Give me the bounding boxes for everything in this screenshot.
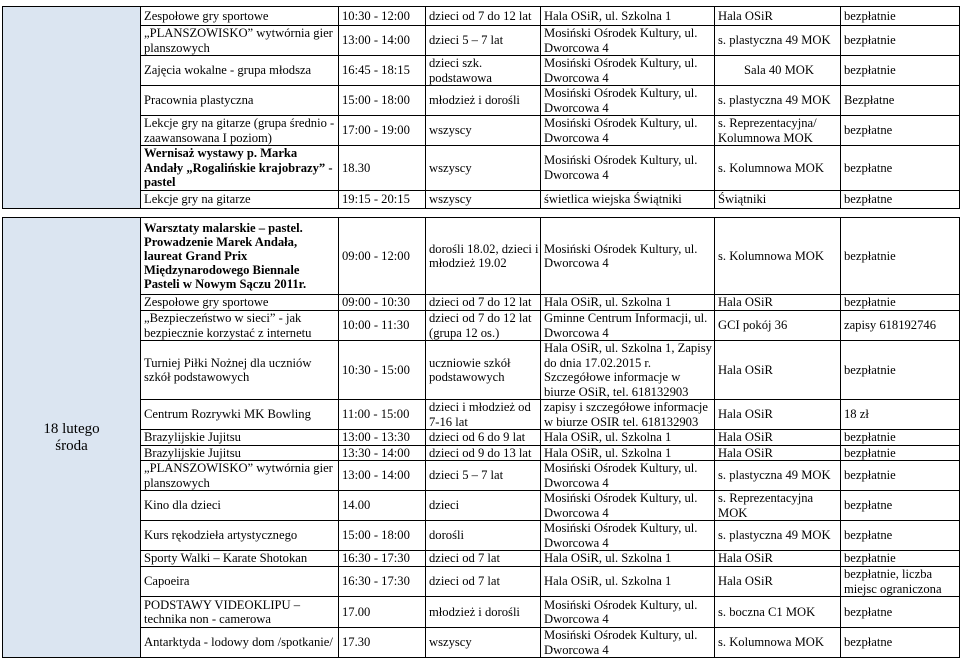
event-cell: Capoeira bbox=[141, 567, 339, 597]
price-cell: bezpłatne bbox=[841, 628, 960, 658]
time-cell: 10:30 - 15:00 bbox=[339, 341, 426, 400]
place-cell: Mosiński Ośrodek Kultury, ul. Dworcowa 4 bbox=[541, 218, 715, 295]
time-cell: 14.00 bbox=[339, 491, 426, 521]
place-cell: Mosiński Ośrodek Kultury, ul. Dworcowa 4 bbox=[541, 146, 715, 191]
audience-cell: wszyscy bbox=[426, 116, 541, 146]
time-cell: 13:30 - 14:00 bbox=[339, 445, 426, 461]
audience-cell: dzieci od 7 do 12 lat (grupa 12 os.) bbox=[426, 311, 541, 341]
place-cell: Mosiński Ośrodek Kultury, ul. Dworcowa 4 bbox=[541, 521, 715, 551]
table-row bbox=[3, 430, 960, 446]
place-cell: Hala OSiR, ul. Szkolna 1 bbox=[541, 445, 715, 461]
table-row bbox=[3, 521, 960, 551]
weekday-label: środa bbox=[55, 437, 88, 454]
event-cell: Centrum Rozrywki MK Bowling bbox=[141, 400, 339, 430]
audience-cell: dzieci bbox=[426, 491, 541, 521]
price-cell: bezpłatne bbox=[841, 597, 960, 628]
price-cell: bezpłatnie bbox=[841, 430, 960, 446]
event-cell: Zespołowe gry sportowe bbox=[141, 7, 339, 26]
table-row bbox=[3, 116, 960, 146]
place-cell: Mosiński Ośrodek Kultury, ul. Dworcowa 4 bbox=[541, 491, 715, 521]
time-cell: 17:00 - 19:00 bbox=[339, 116, 426, 146]
table-row bbox=[3, 491, 960, 521]
place-cell: Mosiński Ośrodek Kultury, ul. Dworcowa 4 bbox=[541, 628, 715, 658]
audience-cell: dorośli bbox=[426, 521, 541, 551]
audience-cell: młodzież i dorośli bbox=[426, 86, 541, 116]
audience-cell: dzieci szk. podstawowa bbox=[426, 56, 541, 86]
time-cell: 16:30 - 17:30 bbox=[339, 551, 426, 567]
audience-cell: dzieci 5 – 7 lat bbox=[426, 26, 541, 56]
price-cell: bezpłatne bbox=[841, 521, 960, 551]
place-cell: zapisy i szczegółowe informacje w biurze OSIR tel. 618132903 bbox=[541, 400, 715, 430]
price-cell: bezpłatne bbox=[841, 116, 960, 146]
price-cell: bezpłatnie bbox=[841, 295, 960, 311]
audience-cell: uczniowie szkół podstawowych bbox=[426, 341, 541, 400]
room-cell: s. Reprezentacyjna MOK bbox=[715, 491, 841, 521]
event-cell: Zajęcia wokalne - grupa młodsza bbox=[141, 56, 339, 86]
time-cell: 13:00 - 13:30 bbox=[339, 430, 426, 446]
date-cell bbox=[3, 218, 141, 658]
place-cell: Mosiński Ośrodek Kultury, ul. Dworcowa 4 bbox=[541, 86, 715, 116]
room-cell: Hala OSiR bbox=[715, 400, 841, 430]
room-cell: s. Reprezentacyjna/ Kolumnowa MOK bbox=[715, 116, 841, 146]
price-cell: bezpłatne bbox=[841, 190, 960, 208]
event-cell: Kino dla dzieci bbox=[141, 491, 339, 521]
time-cell: 09:00 - 10:30 bbox=[339, 295, 426, 311]
audience-cell: dzieci od 7 do 12 lat bbox=[426, 295, 541, 311]
price-cell: bezpłatne bbox=[841, 146, 960, 191]
room-cell: Hala OSiR bbox=[715, 567, 841, 597]
event-cell: Sporty Walki – Karate Shotokan bbox=[141, 551, 339, 567]
time-cell: 11:00 - 15:00 bbox=[339, 400, 426, 430]
place-cell: Mosiński Ośrodek Kultury, ul. Dworcowa 4 bbox=[541, 56, 715, 86]
room-cell: s. plastyczna 49 MOK bbox=[715, 86, 841, 116]
table-row bbox=[3, 86, 960, 116]
table-row bbox=[3, 190, 960, 208]
audience-cell: dzieci od 6 do 9 lat bbox=[426, 430, 541, 446]
table-row bbox=[3, 218, 960, 295]
price-cell: bezpłatnie bbox=[841, 56, 960, 86]
audience-cell: dzieci 5 – 7 lat bbox=[426, 461, 541, 491]
place-cell: Hala OSiR, ul. Szkolna 1 bbox=[541, 551, 715, 567]
place-cell: Mosiński Ośrodek Kultury, ul. Dworcowa 4 bbox=[541, 26, 715, 56]
room-cell: s. boczna C1 MOK bbox=[715, 597, 841, 628]
time-cell: 13:00 - 14:00 bbox=[339, 26, 426, 56]
event-cell: Lekcje gry na gitarze (grupa średnio - zaawansowana I poziom) bbox=[141, 116, 339, 146]
table-row bbox=[3, 551, 960, 567]
audience-cell: dzieci od 7 lat bbox=[426, 551, 541, 567]
time-cell: 19:15 - 20:15 bbox=[339, 190, 426, 208]
table-row bbox=[3, 597, 960, 628]
price-cell: zapisy 618192746 bbox=[841, 311, 960, 341]
time-cell: 09:00 - 12:00 bbox=[339, 218, 426, 295]
place-cell: Hala OSiR, ul. Szkolna 1 bbox=[541, 430, 715, 446]
event-cell: Brazylijskie Jujitsu bbox=[141, 445, 339, 461]
schedule-table-18-february bbox=[2, 217, 960, 658]
time-cell: 13:00 - 14:00 bbox=[339, 461, 426, 491]
table-row bbox=[3, 7, 960, 26]
audience-cell: dzieci od 9 do 13 lat bbox=[426, 445, 541, 461]
table-row bbox=[3, 567, 960, 597]
price-cell: bezpłatnie bbox=[841, 551, 960, 567]
time-cell: 10:30 - 12:00 bbox=[339, 7, 426, 26]
event-cell: PODSTAWY VIDEOKLIPU – technika non - camerowa bbox=[141, 597, 339, 628]
table-row bbox=[3, 311, 960, 341]
time-cell: 18.30 bbox=[339, 146, 426, 191]
event-cell: „Bezpieczeństwo w sieci” - jak bezpiecznie korzystać z internetu bbox=[141, 311, 339, 341]
date-label: 18 lutego bbox=[43, 420, 100, 437]
event-cell: Pracownia plastyczna bbox=[141, 86, 339, 116]
price-cell: bezpłatnie bbox=[841, 218, 960, 295]
audience-cell: dzieci od 7 do 12 lat bbox=[426, 7, 541, 26]
audience-cell: dzieci i młodzież od 7-16 lat bbox=[426, 400, 541, 430]
table-row bbox=[3, 341, 960, 400]
room-cell: s. Kolumnowa MOK bbox=[715, 146, 841, 191]
table-row bbox=[3, 628, 960, 658]
place-cell: Hala OSiR, ul. Szkolna 1, Zapisy do dnia 17.02.2015 r. Szczegółowe informacje w biurze OSiR, tel. 618132903 bbox=[541, 341, 715, 400]
event-cell: Brazylijskie Jujitsu bbox=[141, 430, 339, 446]
table-row bbox=[3, 461, 960, 491]
price-cell: bezpłatnie bbox=[841, 26, 960, 56]
time-cell: 17.30 bbox=[339, 628, 426, 658]
table-row bbox=[3, 400, 960, 430]
date-column bbox=[3, 7, 141, 209]
room-cell: s. plastyczna 49 MOK bbox=[715, 521, 841, 551]
audience-cell: dorośli 18.02, dzieci i młodzież 19.02 bbox=[426, 218, 541, 295]
room-cell: GCI pokój 36 bbox=[715, 311, 841, 341]
room-cell: s. Kolumnowa MOK bbox=[715, 218, 841, 295]
price-cell: 18 zł bbox=[841, 400, 960, 430]
event-cell: „PLANSZOWISKO” wytwórnia gier planszowych bbox=[141, 26, 339, 56]
event-cell: Wernisaż wystawy p. Marka Andały „Rogalińskie krajobrazy” - pastel bbox=[141, 146, 339, 191]
table-row bbox=[3, 56, 960, 86]
time-cell: 16:30 - 17:30 bbox=[339, 567, 426, 597]
place-cell: Mosiński Ośrodek Kultury, ul. Dworcowa 4 bbox=[541, 461, 715, 491]
room-cell: Sala 40 MOK bbox=[715, 56, 841, 86]
price-cell: bezpłatnie bbox=[841, 7, 960, 26]
time-cell: 17.00 bbox=[339, 597, 426, 628]
event-cell: „PLANSZOWISKO” wytwórnia gier planszowych bbox=[141, 461, 339, 491]
audience-cell: wszyscy bbox=[426, 628, 541, 658]
price-cell: bezpłatnie bbox=[841, 445, 960, 461]
room-cell: s. Kolumnowa MOK bbox=[715, 628, 841, 658]
event-cell: Antarktyda - lodowy dom /spotkanie/ bbox=[141, 628, 339, 658]
place-cell: Hala OSiR, ul. Szkolna 1 bbox=[541, 7, 715, 26]
room-cell: Hala OSiR bbox=[715, 430, 841, 446]
event-cell: Zespołowe gry sportowe bbox=[141, 295, 339, 311]
place-cell: Hala OSiR, ul. Szkolna 1 bbox=[541, 295, 715, 311]
schedule-table-previous-day bbox=[2, 6, 960, 209]
event-cell: Kurs rękodzieła artystycznego bbox=[141, 521, 339, 551]
place-cell: Mosiński Ośrodek Kultury, ul. Dworcowa 4 bbox=[541, 116, 715, 146]
audience-cell: dzieci od 7 lat bbox=[426, 567, 541, 597]
room-cell: Hala OSiR bbox=[715, 445, 841, 461]
time-cell: 16:45 - 18:15 bbox=[339, 56, 426, 86]
room-cell: Hala OSiR bbox=[715, 551, 841, 567]
audience-cell: wszyscy bbox=[426, 190, 541, 208]
room-cell: s. plastyczna 49 MOK bbox=[715, 26, 841, 56]
audience-cell: młodzież i dorośli bbox=[426, 597, 541, 628]
table-row bbox=[3, 26, 960, 56]
room-cell: s. plastyczna 49 MOK bbox=[715, 461, 841, 491]
place-cell: Gminne Centrum Informacji, ul. Dworcowa 4 bbox=[541, 311, 715, 341]
table-row bbox=[3, 445, 960, 461]
audience-cell: wszyscy bbox=[426, 146, 541, 191]
place-cell: Mosiński Ośrodek Kultury, ul. Dworcowa 4 bbox=[541, 597, 715, 628]
room-cell: Hala OSiR bbox=[715, 7, 841, 26]
event-cell: Turniej Piłki Nożnej dla uczniów szkół podstawowych bbox=[141, 341, 339, 400]
price-cell: bezpłatnie bbox=[841, 341, 960, 400]
time-cell: 15:00 - 18:00 bbox=[339, 86, 426, 116]
price-cell: bezpłatne bbox=[841, 491, 960, 521]
room-cell: Świątniki bbox=[715, 190, 841, 208]
place-cell: świetlica wiejska Świątniki bbox=[541, 190, 715, 208]
place-cell: Hala OSiR, ul. Szkolna 1 bbox=[541, 567, 715, 597]
event-cell: Warsztaty malarskie – pastel. Prowadzenie Marek Andała, laureat Grand Prix Międzynarodowego Biennale Pasteli w Nowym Sączu 2011r. bbox=[141, 218, 339, 295]
table-row bbox=[3, 146, 960, 191]
time-cell: 10:00 - 11:30 bbox=[339, 311, 426, 341]
price-cell: Bezpłatne bbox=[841, 86, 960, 116]
table-row bbox=[3, 295, 960, 311]
time-cell: 15:00 - 18:00 bbox=[339, 521, 426, 551]
event-cell: Lekcje gry na gitarze bbox=[141, 190, 339, 208]
room-cell: Hala OSiR bbox=[715, 341, 841, 400]
price-cell: bezpłatnie, liczba miejsc ograniczona bbox=[841, 567, 960, 597]
room-cell: Hala OSiR bbox=[715, 295, 841, 311]
price-cell: bezpłatnie bbox=[841, 461, 960, 491]
